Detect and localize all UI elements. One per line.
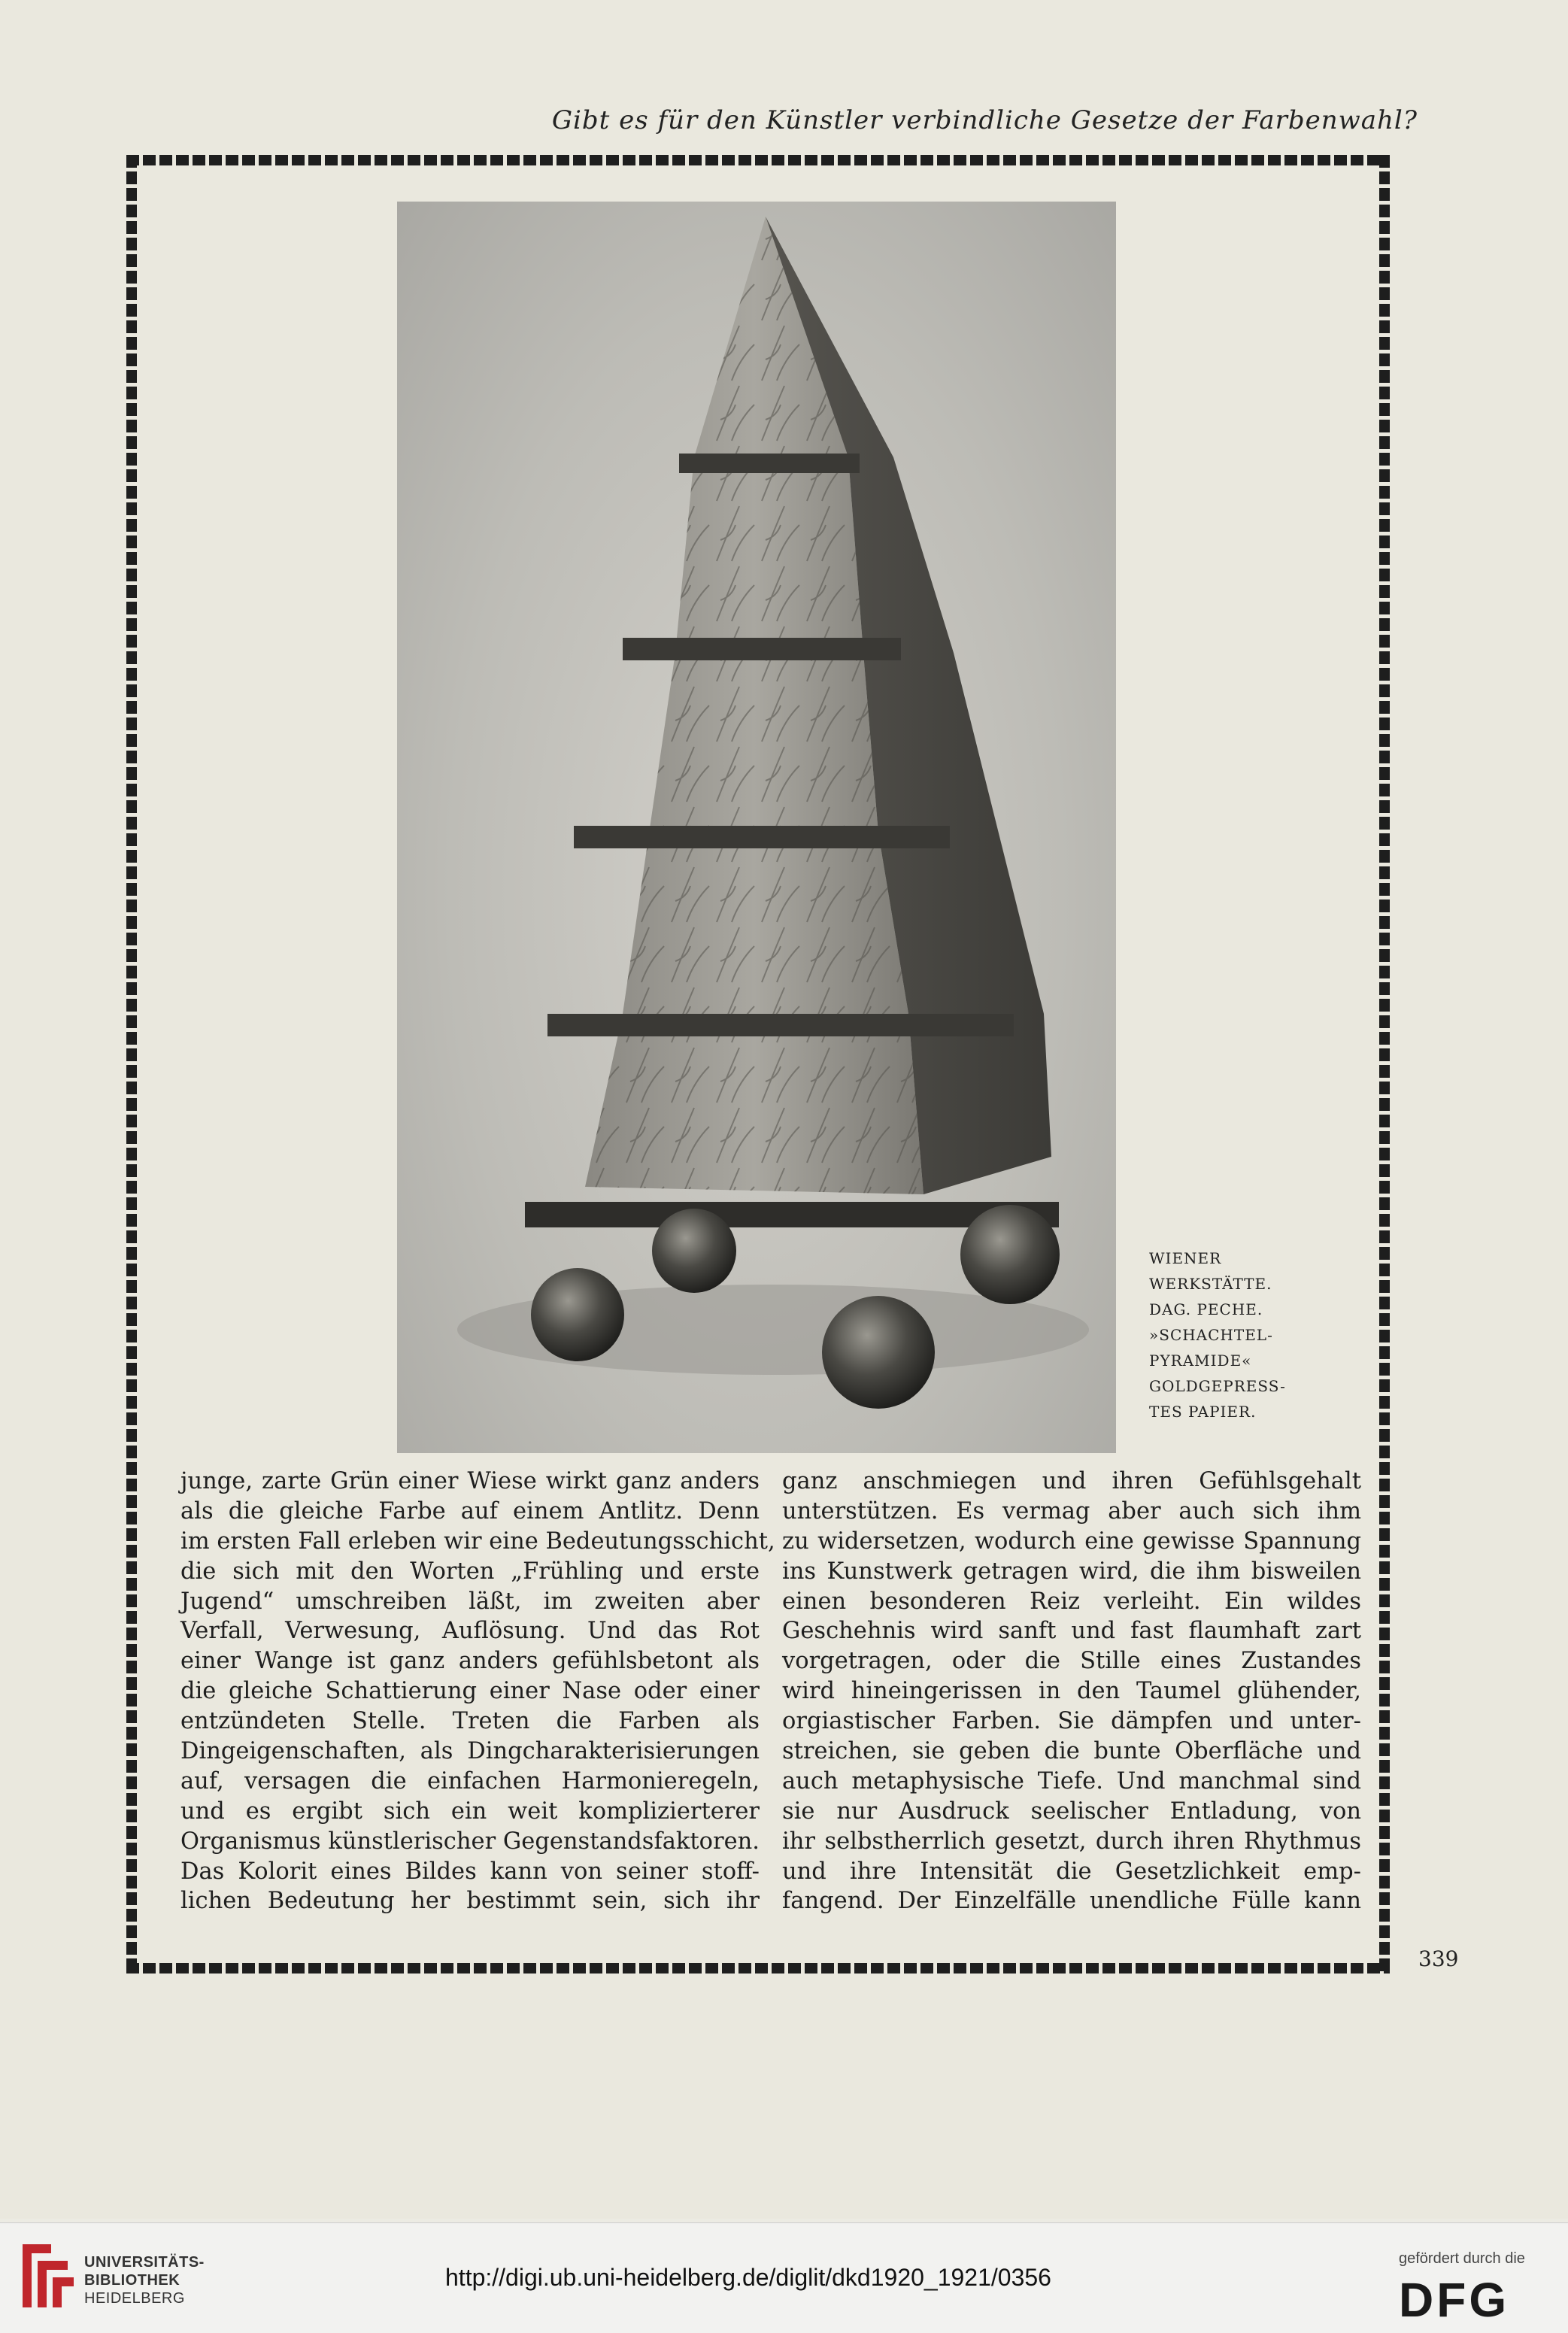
left-column <box>180 1467 775 1916</box>
text-line: ihr selbstherrlich gesetzt, durch ihren Rhythmus <box>782 1828 1361 1855</box>
text-line: ins Kunstwerk getragen wird, die ihm bisweilen <box>782 1558 1361 1585</box>
border-bottom <box>126 1963 1390 1973</box>
text-line: zu widersetzen, wodurch eine gewisse Spannung <box>782 1528 1361 1555</box>
text-line: einer Wange ist ganz anders gefühlsbetont als <box>180 1648 760 1675</box>
pyramid-photograph <box>397 202 1116 1453</box>
text-line: Jugend“ umschreiben läßt, im zweiten aber <box>180 1588 760 1615</box>
caption-line: TES PAPIER. <box>1149 1403 1257 1421</box>
library-name-line: BIBLIOTHEK <box>84 2272 180 2289</box>
text-line: sie nur Ausdruck seelischer Entladung, von <box>782 1798 1361 1825</box>
border-left <box>126 155 137 1973</box>
viewer-footer <box>0 2222 1568 2333</box>
caption-line: DAG. PECHE. <box>1149 1300 1263 1318</box>
funded-by-label: gefördert durch die <box>1399 2250 1525 2267</box>
caption-line: WERKSTÄTTE. <box>1149 1275 1272 1293</box>
photo-caption <box>1149 1245 1330 1424</box>
text-line: die sich mit den Worten „Frühling und erste <box>180 1558 760 1585</box>
text-line: auch metaphysische Tiefe. Und manchmal sind <box>782 1767 1361 1794</box>
page-number: 339 <box>1418 1946 1459 1971</box>
text-line: junge, zarte Grün einer Wiese wirkt ganz anders <box>180 1468 760 1494</box>
text-line: fangend. Der Einzelfälle unendliche Fülle kann <box>782 1888 1361 1915</box>
text-line: wird hineingerissen in den Taumel glühender, <box>782 1678 1361 1705</box>
text-line: orgiastischer Farben. Sie dämpfen und unter- <box>782 1708 1361 1735</box>
dfg-logo[interactable]: DFG <box>1399 2273 1510 2327</box>
text-line: im ersten Fall erleben wir eine Bedeutungsschicht, <box>180 1528 775 1555</box>
text-line: auf, versagen die einfachen Harmonieregeln, <box>180 1767 760 1794</box>
university-library-logo-icon[interactable] <box>15 2238 78 2313</box>
text-line: als die gleiche Farbe auf einem Antlitz. Denn <box>180 1497 760 1524</box>
text-line: vorgetragen, oder die Stille eines Zustandes <box>782 1648 1361 1675</box>
text-line: ganz anschmiegen und ihren Gefühlsgehalt <box>782 1468 1361 1494</box>
text-line: entzündeten Stelle. Treten die Farben als <box>180 1708 760 1735</box>
text-line: unterstützen. Es vermag aber auch sich ihm <box>782 1497 1361 1524</box>
text-line: und ihre Intensität die Gesetzlichkeit emp- <box>782 1858 1361 1885</box>
text-line: Organismus künstlerischer Gegenstandsfaktoren. <box>180 1828 760 1855</box>
text-line: und es ergibt sich ein weit komplizierterer <box>180 1798 760 1825</box>
library-name-line: HEIDELBERG <box>84 2290 185 2307</box>
text-line: Geschehnis wird sanft und fast flaumhaft zart <box>782 1618 1361 1645</box>
library-name <box>84 2253 205 2307</box>
text-line: die gleiche Schattierung einer Nase oder einer <box>180 1678 760 1705</box>
caption-line: GOLDGEPRESS- <box>1149 1377 1286 1395</box>
running-head: Gibt es für den Künstler verbindliche Gesetze der Farbenwahl? <box>551 105 1418 135</box>
caption-line: PYRAMIDE« <box>1149 1352 1252 1370</box>
caption-line: »SCHACHTEL- <box>1149 1326 1273 1344</box>
text-line: Dingeigenschaften, als Dingcharakterisierungen <box>180 1738 760 1765</box>
text-line: Verfall, Verwesung, Auflösung. Und das Rot <box>180 1618 760 1645</box>
text-line: lichen Bedeutung her bestimmt sein, sich ihr <box>180 1888 760 1915</box>
library-name-line: UNIVERSITÄTS- <box>84 2254 205 2271</box>
text-line: einen besonderen Reiz verleiht. Ein wildes <box>782 1588 1361 1615</box>
right-column <box>782 1467 1361 1916</box>
text-line: streichen, sie geben die bunte Oberfläche und <box>782 1738 1361 1765</box>
permalink-url[interactable]: http://digi.ub.uni-heidelberg.de/diglit/dkd1920_1921/0356 <box>445 2264 1051 2291</box>
text-line: Das Kolorit eines Bildes kann von seiner stoff- <box>180 1858 760 1885</box>
border-right <box>1379 155 1390 1973</box>
border-top <box>126 155 1390 165</box>
pyramid-illustration <box>397 202 1116 1453</box>
caption-line: WIENER <box>1149 1249 1222 1267</box>
